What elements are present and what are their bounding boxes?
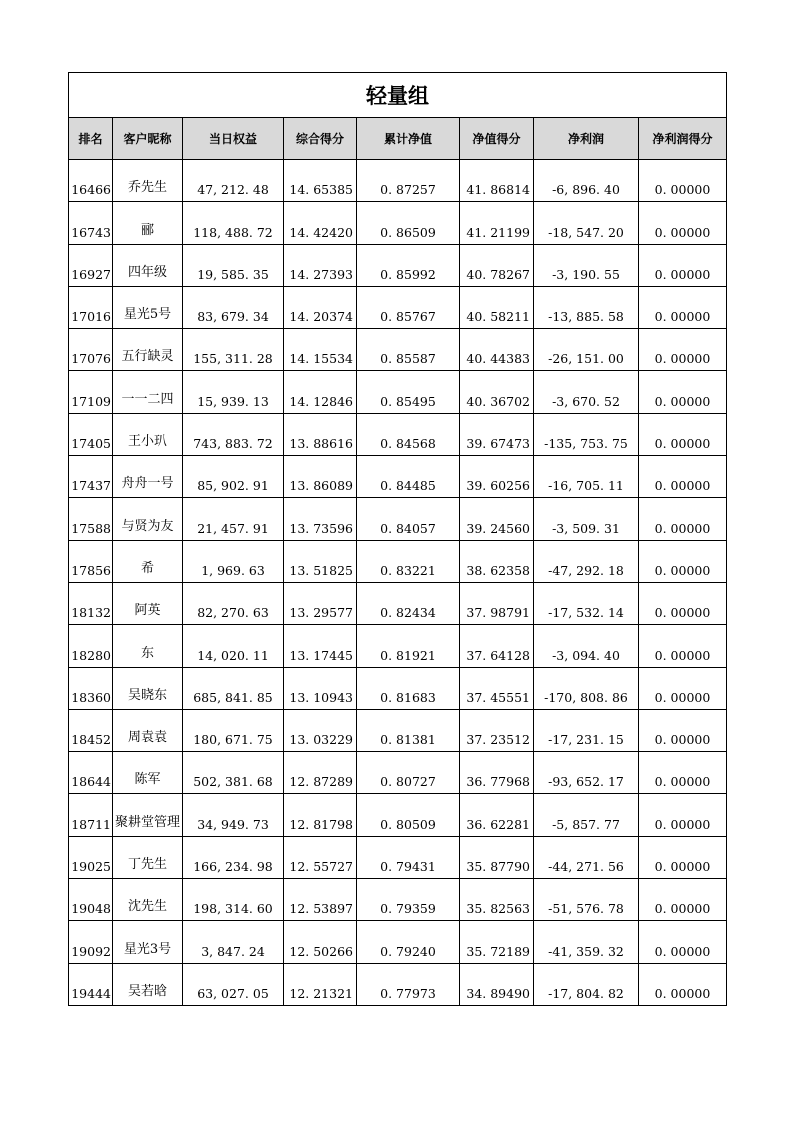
cell-equity: 47, 212. 48	[183, 160, 284, 202]
cell-cumulative-nav: 0. 81683	[357, 667, 460, 709]
cell-net-profit-score: 0. 00000	[639, 879, 727, 921]
table-row	[69, 921, 727, 963]
cell-composite-score: 14. 20374	[284, 286, 357, 328]
cell-rank: 17856	[69, 540, 113, 582]
cell-equity: 118, 488. 72	[183, 202, 284, 244]
cell-nickname: 五行缺灵	[113, 329, 183, 371]
cell-nickname: 王小玐	[113, 413, 183, 455]
cell-cumulative-nav: 0. 87257	[357, 160, 460, 202]
cell-equity: 14, 020. 11	[183, 625, 284, 667]
cell-equity: 85, 902. 91	[183, 456, 284, 498]
cell-nickname: 星光3号	[113, 921, 183, 963]
cell-nickname: 星光5号	[113, 286, 183, 328]
table-row	[69, 244, 727, 286]
table-row	[69, 413, 727, 455]
cell-nickname: 吴若晗	[113, 963, 183, 1005]
cell-nav-score: 39. 24560	[460, 498, 534, 540]
cell-net-profit-score: 0. 00000	[639, 709, 727, 751]
cell-rank: 19092	[69, 921, 113, 963]
cell-equity: 3, 847. 24	[183, 921, 284, 963]
header-nav-score: 净值得分	[460, 118, 534, 160]
cell-cumulative-nav: 0. 79240	[357, 921, 460, 963]
cell-equity: 180, 671. 75	[183, 709, 284, 751]
cell-equity: 34, 949. 73	[183, 794, 284, 836]
cell-composite-score: 14. 42420	[284, 202, 357, 244]
cell-net-profit-score: 0. 00000	[639, 794, 727, 836]
cell-composite-score: 12. 50266	[284, 921, 357, 963]
cell-net-profit: -16, 705. 11	[534, 456, 639, 498]
cell-rank: 19048	[69, 879, 113, 921]
cell-net-profit-score: 0. 00000	[639, 498, 727, 540]
cell-composite-score: 12. 81798	[284, 794, 357, 836]
table-row	[69, 160, 727, 202]
cell-net-profit-score: 0. 00000	[639, 836, 727, 878]
cell-nav-score: 41. 86814	[460, 160, 534, 202]
cell-nickname: 阿英	[113, 582, 183, 624]
cell-cumulative-nav: 0. 84568	[357, 413, 460, 455]
cell-nav-score: 37. 98791	[460, 582, 534, 624]
cell-composite-score: 13. 73596	[284, 498, 357, 540]
cell-net-profit-score: 0. 00000	[639, 582, 727, 624]
cell-equity: 21, 457. 91	[183, 498, 284, 540]
cell-net-profit: -17, 804. 82	[534, 963, 639, 1005]
table-row	[69, 709, 727, 751]
cell-nickname: 希	[113, 540, 183, 582]
header-nickname: 客户昵称	[113, 118, 183, 160]
cell-nickname: 一一二四	[113, 371, 183, 413]
cell-rank: 18711	[69, 794, 113, 836]
cell-nickname: 郦	[113, 202, 183, 244]
cell-net-profit-score: 0. 00000	[639, 202, 727, 244]
cell-nickname: 与贤为友	[113, 498, 183, 540]
cell-equity: 198, 314. 60	[183, 879, 284, 921]
cell-net-profit: -170, 808. 86	[534, 667, 639, 709]
cell-net-profit: -93, 652. 17	[534, 752, 639, 794]
cell-nickname: 东	[113, 625, 183, 667]
cell-equity: 502, 381. 68	[183, 752, 284, 794]
table-row	[69, 794, 727, 836]
cell-net-profit-score: 0. 00000	[639, 413, 727, 455]
cell-composite-score: 13. 86089	[284, 456, 357, 498]
cell-net-profit: -13, 885. 58	[534, 286, 639, 328]
cell-cumulative-nav: 0. 77973	[357, 963, 460, 1005]
table-row	[69, 540, 727, 582]
cell-nickname: 舟舟一号	[113, 456, 183, 498]
cell-rank: 17405	[69, 413, 113, 455]
header-row	[69, 118, 727, 160]
cell-net-profit: -17, 532. 14	[534, 582, 639, 624]
cell-composite-score: 12. 55727	[284, 836, 357, 878]
cell-nav-score: 37. 23512	[460, 709, 534, 751]
cell-net-profit: -51, 576. 78	[534, 879, 639, 921]
table-row	[69, 625, 727, 667]
cell-nickname: 吴晓东	[113, 667, 183, 709]
cell-cumulative-nav: 0. 79431	[357, 836, 460, 878]
table-row	[69, 329, 727, 371]
cell-composite-score: 14. 65385	[284, 160, 357, 202]
header-equity: 当日权益	[183, 118, 284, 160]
table-row	[69, 667, 727, 709]
cell-rank: 18452	[69, 709, 113, 751]
cell-nickname: 乔先生	[113, 160, 183, 202]
cell-cumulative-nav: 0. 85992	[357, 244, 460, 286]
cell-equity: 155, 311. 28	[183, 329, 284, 371]
cell-nav-score: 39. 67473	[460, 413, 534, 455]
ranking-table	[68, 72, 727, 1006]
cell-rank: 17437	[69, 456, 113, 498]
cell-rank: 17588	[69, 498, 113, 540]
cell-nav-score: 40. 36702	[460, 371, 534, 413]
cell-net-profit-score: 0. 00000	[639, 160, 727, 202]
cell-cumulative-nav: 0. 81921	[357, 625, 460, 667]
cell-net-profit: -6, 896. 40	[534, 160, 639, 202]
cell-nav-score: 34. 89490	[460, 963, 534, 1005]
cell-cumulative-nav: 0. 82434	[357, 582, 460, 624]
table-body	[69, 160, 727, 1006]
cell-net-profit: -3, 190. 55	[534, 244, 639, 286]
cell-composite-score: 13. 10943	[284, 667, 357, 709]
cell-composite-score: 14. 27393	[284, 244, 357, 286]
header-rank: 排名	[69, 118, 113, 160]
cell-net-profit: -3, 094. 40	[534, 625, 639, 667]
cell-nav-score: 35. 82563	[460, 879, 534, 921]
cell-composite-score: 14. 12846	[284, 371, 357, 413]
table-row	[69, 202, 727, 244]
cell-net-profit-score: 0. 00000	[639, 540, 727, 582]
table-row	[69, 963, 727, 1005]
header-cumulative-nav: 累计净值	[357, 118, 460, 160]
cell-composite-score: 13. 17445	[284, 625, 357, 667]
cell-rank: 18644	[69, 752, 113, 794]
cell-equity: 166, 234. 98	[183, 836, 284, 878]
cell-composite-score: 12. 87289	[284, 752, 357, 794]
cell-net-profit-score: 0. 00000	[639, 286, 727, 328]
cell-net-profit: -3, 509. 31	[534, 498, 639, 540]
cell-cumulative-nav: 0. 80509	[357, 794, 460, 836]
cell-net-profit: -26, 151. 00	[534, 329, 639, 371]
cell-rank: 17016	[69, 286, 113, 328]
cell-nickname: 陈军	[113, 752, 183, 794]
cell-net-profit: -135, 753. 75	[534, 413, 639, 455]
cell-nav-score: 36. 77968	[460, 752, 534, 794]
cell-nav-score: 40. 44383	[460, 329, 534, 371]
table-title: 轻量组	[69, 73, 727, 118]
cell-rank: 19444	[69, 963, 113, 1005]
cell-equity: 15, 939. 13	[183, 371, 284, 413]
cell-net-profit: -47, 292. 18	[534, 540, 639, 582]
table-row	[69, 879, 727, 921]
cell-nav-score: 37. 45551	[460, 667, 534, 709]
cell-rank: 19025	[69, 836, 113, 878]
cell-equity: 1, 969. 63	[183, 540, 284, 582]
cell-nickname: 周袁袁	[113, 709, 183, 751]
header-composite-score: 综合得分	[284, 118, 357, 160]
cell-rank: 17076	[69, 329, 113, 371]
cell-cumulative-nav: 0. 79359	[357, 879, 460, 921]
cell-net-profit: -41, 359. 32	[534, 921, 639, 963]
cell-net-profit-score: 0. 00000	[639, 244, 727, 286]
cell-net-profit-score: 0. 00000	[639, 921, 727, 963]
cell-rank: 16927	[69, 244, 113, 286]
cell-rank: 18280	[69, 625, 113, 667]
cell-rank: 16743	[69, 202, 113, 244]
cell-equity: 743, 883. 72	[183, 413, 284, 455]
cell-cumulative-nav: 0. 81381	[357, 709, 460, 751]
cell-nav-score: 35. 72189	[460, 921, 534, 963]
cell-nav-score: 39. 60256	[460, 456, 534, 498]
cell-cumulative-nav: 0. 86509	[357, 202, 460, 244]
cell-cumulative-nav: 0. 84485	[357, 456, 460, 498]
table-row	[69, 752, 727, 794]
cell-cumulative-nav: 0. 80727	[357, 752, 460, 794]
table-row	[69, 836, 727, 878]
cell-cumulative-nav: 0. 85495	[357, 371, 460, 413]
cell-composite-score: 14. 15534	[284, 329, 357, 371]
cell-net-profit: -44, 271. 56	[534, 836, 639, 878]
cell-rank: 17109	[69, 371, 113, 413]
cell-nickname: 四年级	[113, 244, 183, 286]
cell-net-profit: -5, 857. 77	[534, 794, 639, 836]
cell-nav-score: 37. 64128	[460, 625, 534, 667]
cell-nickname: 丁先生	[113, 836, 183, 878]
cell-net-profit-score: 0. 00000	[639, 329, 727, 371]
cell-cumulative-nav: 0. 85587	[357, 329, 460, 371]
cell-net-profit-score: 0. 00000	[639, 752, 727, 794]
cell-net-profit-score: 0. 00000	[639, 667, 727, 709]
cell-cumulative-nav: 0. 83221	[357, 540, 460, 582]
header-net-profit: 净利润	[534, 118, 639, 160]
cell-composite-score: 13. 88616	[284, 413, 357, 455]
table-row	[69, 371, 727, 413]
cell-rank: 16466	[69, 160, 113, 202]
cell-nav-score: 38. 62358	[460, 540, 534, 582]
cell-equity: 82, 270. 63	[183, 582, 284, 624]
cell-equity: 685, 841. 85	[183, 667, 284, 709]
cell-net-profit: -17, 231. 15	[534, 709, 639, 751]
cell-composite-score: 13. 03229	[284, 709, 357, 751]
cell-net-profit: -3, 670. 52	[534, 371, 639, 413]
cell-equity: 83, 679. 34	[183, 286, 284, 328]
table-row	[69, 286, 727, 328]
cell-rank: 18132	[69, 582, 113, 624]
cell-composite-score: 13. 29577	[284, 582, 357, 624]
cell-nickname: 聚耕堂管理	[113, 794, 183, 836]
cell-nav-score: 40. 78267	[460, 244, 534, 286]
cell-nav-score: 36. 62281	[460, 794, 534, 836]
cell-nav-score: 41. 21199	[460, 202, 534, 244]
cell-composite-score: 12. 53897	[284, 879, 357, 921]
cell-net-profit-score: 0. 00000	[639, 625, 727, 667]
cell-composite-score: 12. 21321	[284, 963, 357, 1005]
cell-net-profit-score: 0. 00000	[639, 963, 727, 1005]
cell-net-profit-score: 0. 00000	[639, 456, 727, 498]
cell-nickname: 沈先生	[113, 879, 183, 921]
table-row	[69, 582, 727, 624]
cell-net-profit: -18, 547. 20	[534, 202, 639, 244]
cell-net-profit-score: 0. 00000	[639, 371, 727, 413]
cell-composite-score: 13. 51825	[284, 540, 357, 582]
cell-cumulative-nav: 0. 85767	[357, 286, 460, 328]
table-row	[69, 456, 727, 498]
cell-cumulative-nav: 0. 84057	[357, 498, 460, 540]
cell-rank: 18360	[69, 667, 113, 709]
header-net-profit-score: 净利润得分	[639, 118, 727, 160]
cell-nav-score: 35. 87790	[460, 836, 534, 878]
cell-equity: 63, 027. 05	[183, 963, 284, 1005]
cell-equity: 19, 585. 35	[183, 244, 284, 286]
cell-nav-score: 40. 58211	[460, 286, 534, 328]
table-row	[69, 498, 727, 540]
